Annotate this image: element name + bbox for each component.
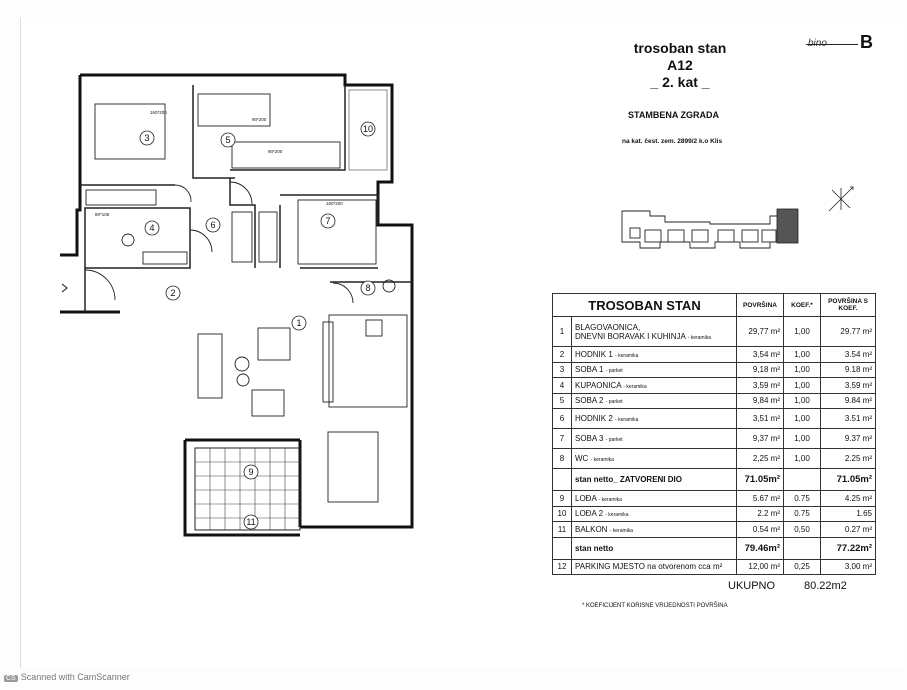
room-number-1: 1: [296, 318, 302, 328]
table-row: 8 WC - keramika 2,25 m² 1,00 2.25 m²: [553, 449, 876, 469]
brand-script: bino: [808, 38, 827, 49]
floor-title: _ 2. kat _: [650, 74, 710, 90]
bath-label: 80*105: [95, 212, 110, 217]
room-number-9: 9: [248, 467, 254, 477]
scanner-text: Scanned with CamScanner: [20, 672, 130, 682]
apartment-unit-title: A12: [667, 57, 693, 73]
table-row: 2 HODNIK 1 - keramika 3,54 m² 1,00 3.54 m²: [553, 347, 876, 363]
compass-icon: [826, 184, 856, 214]
column-total-header: POVRŠINA S KOEF.: [821, 294, 876, 317]
table-row: 10 LOĐA 2 - keramika 2.2 m² 0.75 1.65: [553, 506, 876, 522]
footnote: * KOEFICIJENT KORISNE VRIJEDNOSTI POVRŠINA: [582, 603, 728, 609]
total-value: 80.22m2: [804, 580, 847, 592]
table-row: 3 SOBA 1 - parket 9,18 m² 1,00 9.18 m²: [553, 362, 876, 378]
bed-label-room-5b: 90*200: [268, 149, 283, 154]
room-number-6: 6: [210, 220, 216, 230]
column-area-header: POVRŠINA: [737, 294, 784, 317]
table-row: 7 SOBA 3 - parket 9,37 m² 1,00 9.37 m²: [553, 429, 876, 449]
table-row: 1 BLAGOVAONICA, DNEVNI BORAVAK I KUHINJA - keramika 29,77 m² 1,00 29.77 m²: [553, 317, 876, 347]
parking-row: 12 PARKING MJESTO na otvorenom cca m² 12,00 m² 0,25 3.00 m²: [553, 559, 876, 575]
bed-label-room-3: 160*200: [150, 110, 167, 115]
site-plan-diagram: [620, 206, 805, 254]
area-table: [552, 293, 876, 575]
net-closed-row: stan netto_ ZATVORENI DIO 71.05m² 71.05m²: [553, 469, 876, 491]
table-row: 5 SOBA 2 - parket 9,84 m² 1,00 9.84 m²: [553, 393, 876, 409]
room-number-7: 7: [325, 216, 331, 226]
net-row: stan netto 79.46m² 77.22m²: [553, 537, 876, 559]
table-row: 9 LOĐA - keramika 5.67 m² 0.75 4.25 m²: [553, 491, 876, 507]
room-number-5: 5: [225, 135, 231, 145]
apartment-type-title: trosoban stan: [633, 40, 727, 56]
bed-label-room-5a: 90*200: [252, 117, 267, 122]
brand-underline: [806, 44, 858, 45]
cadastre-note: na kat. čest. zem. 2899/2 k.o Klis: [622, 138, 723, 145]
bed-label-room-7: 160*200: [326, 201, 343, 206]
room-number-2: 2: [170, 288, 176, 298]
room-number-11: 11: [246, 517, 256, 527]
floor-plan: [55, 72, 425, 542]
camscanner-logo: CS: [6, 675, 16, 682]
room-number-8: 8: [365, 283, 371, 293]
column-koef-header: KOEF.*: [784, 294, 821, 317]
brand-logo: B: [860, 32, 873, 52]
table-row: 4 KUPAONICA - keramika 3,59 m² 1,00 3.59 m²: [553, 378, 876, 394]
table-title: TROSOBAN STAN: [553, 294, 737, 317]
table-row: 11 BALKON - keramika 0.54 m² 0,50 0.27 m²: [553, 522, 876, 538]
room-number-10: 10: [362, 124, 374, 134]
building-name: STAMBENA ZGRADA: [628, 110, 719, 120]
room-number-4: 4: [149, 223, 155, 233]
entrance-arrow-icon: [62, 284, 67, 292]
total-label: UKUPNO: [728, 580, 776, 592]
room-number-3: 3: [144, 133, 150, 143]
scanner-watermark: [4, 672, 130, 682]
table-header-row: [553, 294, 876, 317]
table-row: 6 HODNIK 2 - keramika 3,51 m² 1,00 3.51 m²: [553, 409, 876, 429]
